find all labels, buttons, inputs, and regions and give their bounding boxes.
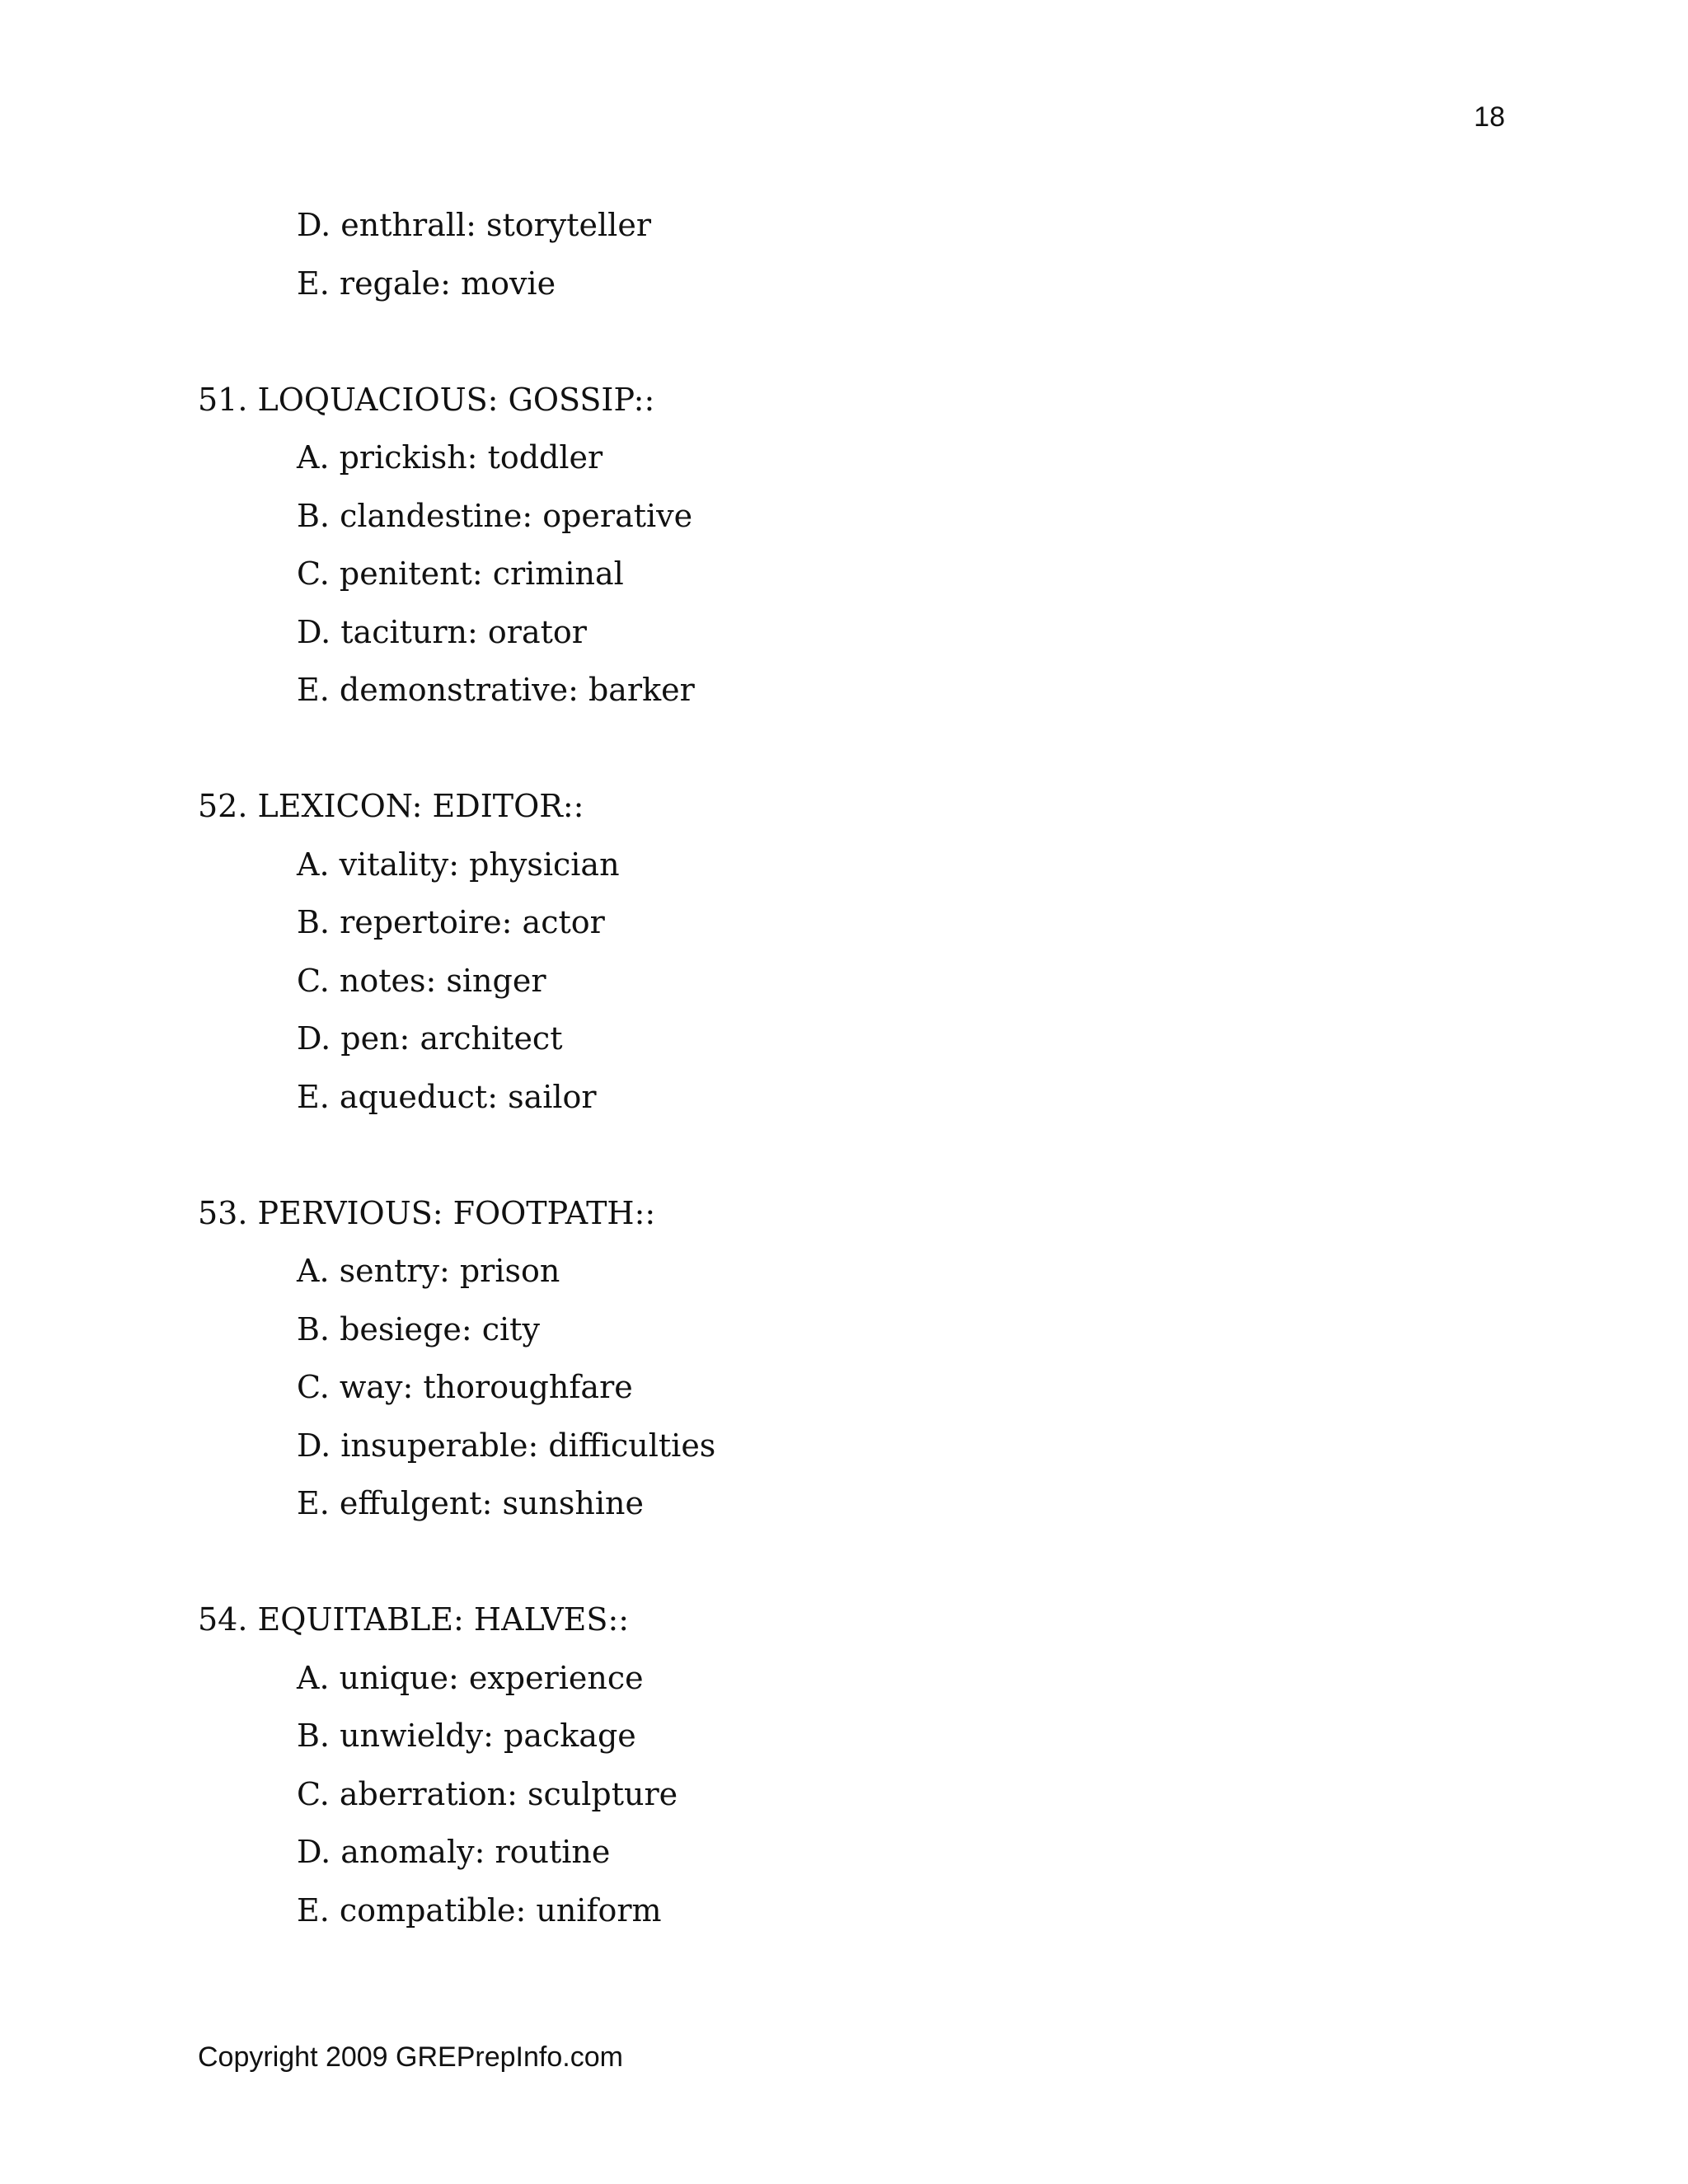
answer-option: C. penitent: criminal	[297, 555, 624, 592]
continued-options	[198, 196, 1484, 312]
answer-option: A. unique: experience	[297, 1659, 644, 1696]
answer-option: E. demonstrative: barker	[297, 672, 695, 708]
answer-option: E. regale: movie	[297, 265, 556, 302]
answer-option: D. insuperable: difficulties	[297, 1427, 716, 1464]
answer-option: B. clandestine: operative	[297, 497, 693, 534]
answer-option: B. besiege: city	[297, 1310, 540, 1347]
page-number: 18	[1474, 101, 1505, 133]
answer-option: E. compatible: uniform	[297, 1891, 662, 1929]
answer-option: B. unwieldy: package	[297, 1718, 636, 1754]
question-53	[198, 1184, 1484, 1533]
answer-option: C. aberration: sculpture	[297, 1775, 678, 1812]
answer-option: A. vitality: physician	[297, 846, 620, 883]
question-stem: 53. PERVIOUS: FOOTPATH::	[198, 1194, 656, 1231]
answer-option: E. effulgent: sunshine	[297, 1485, 644, 1521]
answer-option: D. taciturn: orator	[297, 613, 587, 650]
answer-option: E. aqueduct: sailor	[297, 1078, 597, 1115]
answer-option: C. way: thoroughfare	[297, 1369, 633, 1405]
question-stem: 51. LOQUACIOUS: GOSSIP::	[198, 381, 655, 418]
question-stem: 54. EQUITABLE: HALVES::	[198, 1601, 630, 1638]
copyright-footer: Copyright 2009 GREPrepInfo.com	[198, 2041, 623, 2073]
question-51	[198, 371, 1484, 719]
question-54	[198, 1591, 1484, 1939]
answer-option: D. anomaly: routine	[297, 1834, 611, 1870]
page-content	[198, 196, 1484, 1939]
answer-option: D. enthrall: storyteller	[297, 207, 651, 243]
answer-option: A. sentry: prison	[297, 1253, 560, 1289]
question-stem: 52. LEXICON: EDITOR::	[198, 788, 584, 824]
answer-option: D. pen: architect	[297, 1020, 563, 1057]
answer-option: B. repertoire: actor	[297, 904, 605, 940]
answer-option: C. notes: singer	[297, 962, 546, 999]
question-52	[198, 777, 1484, 1126]
answer-option: A. prickish: toddler	[297, 439, 603, 476]
